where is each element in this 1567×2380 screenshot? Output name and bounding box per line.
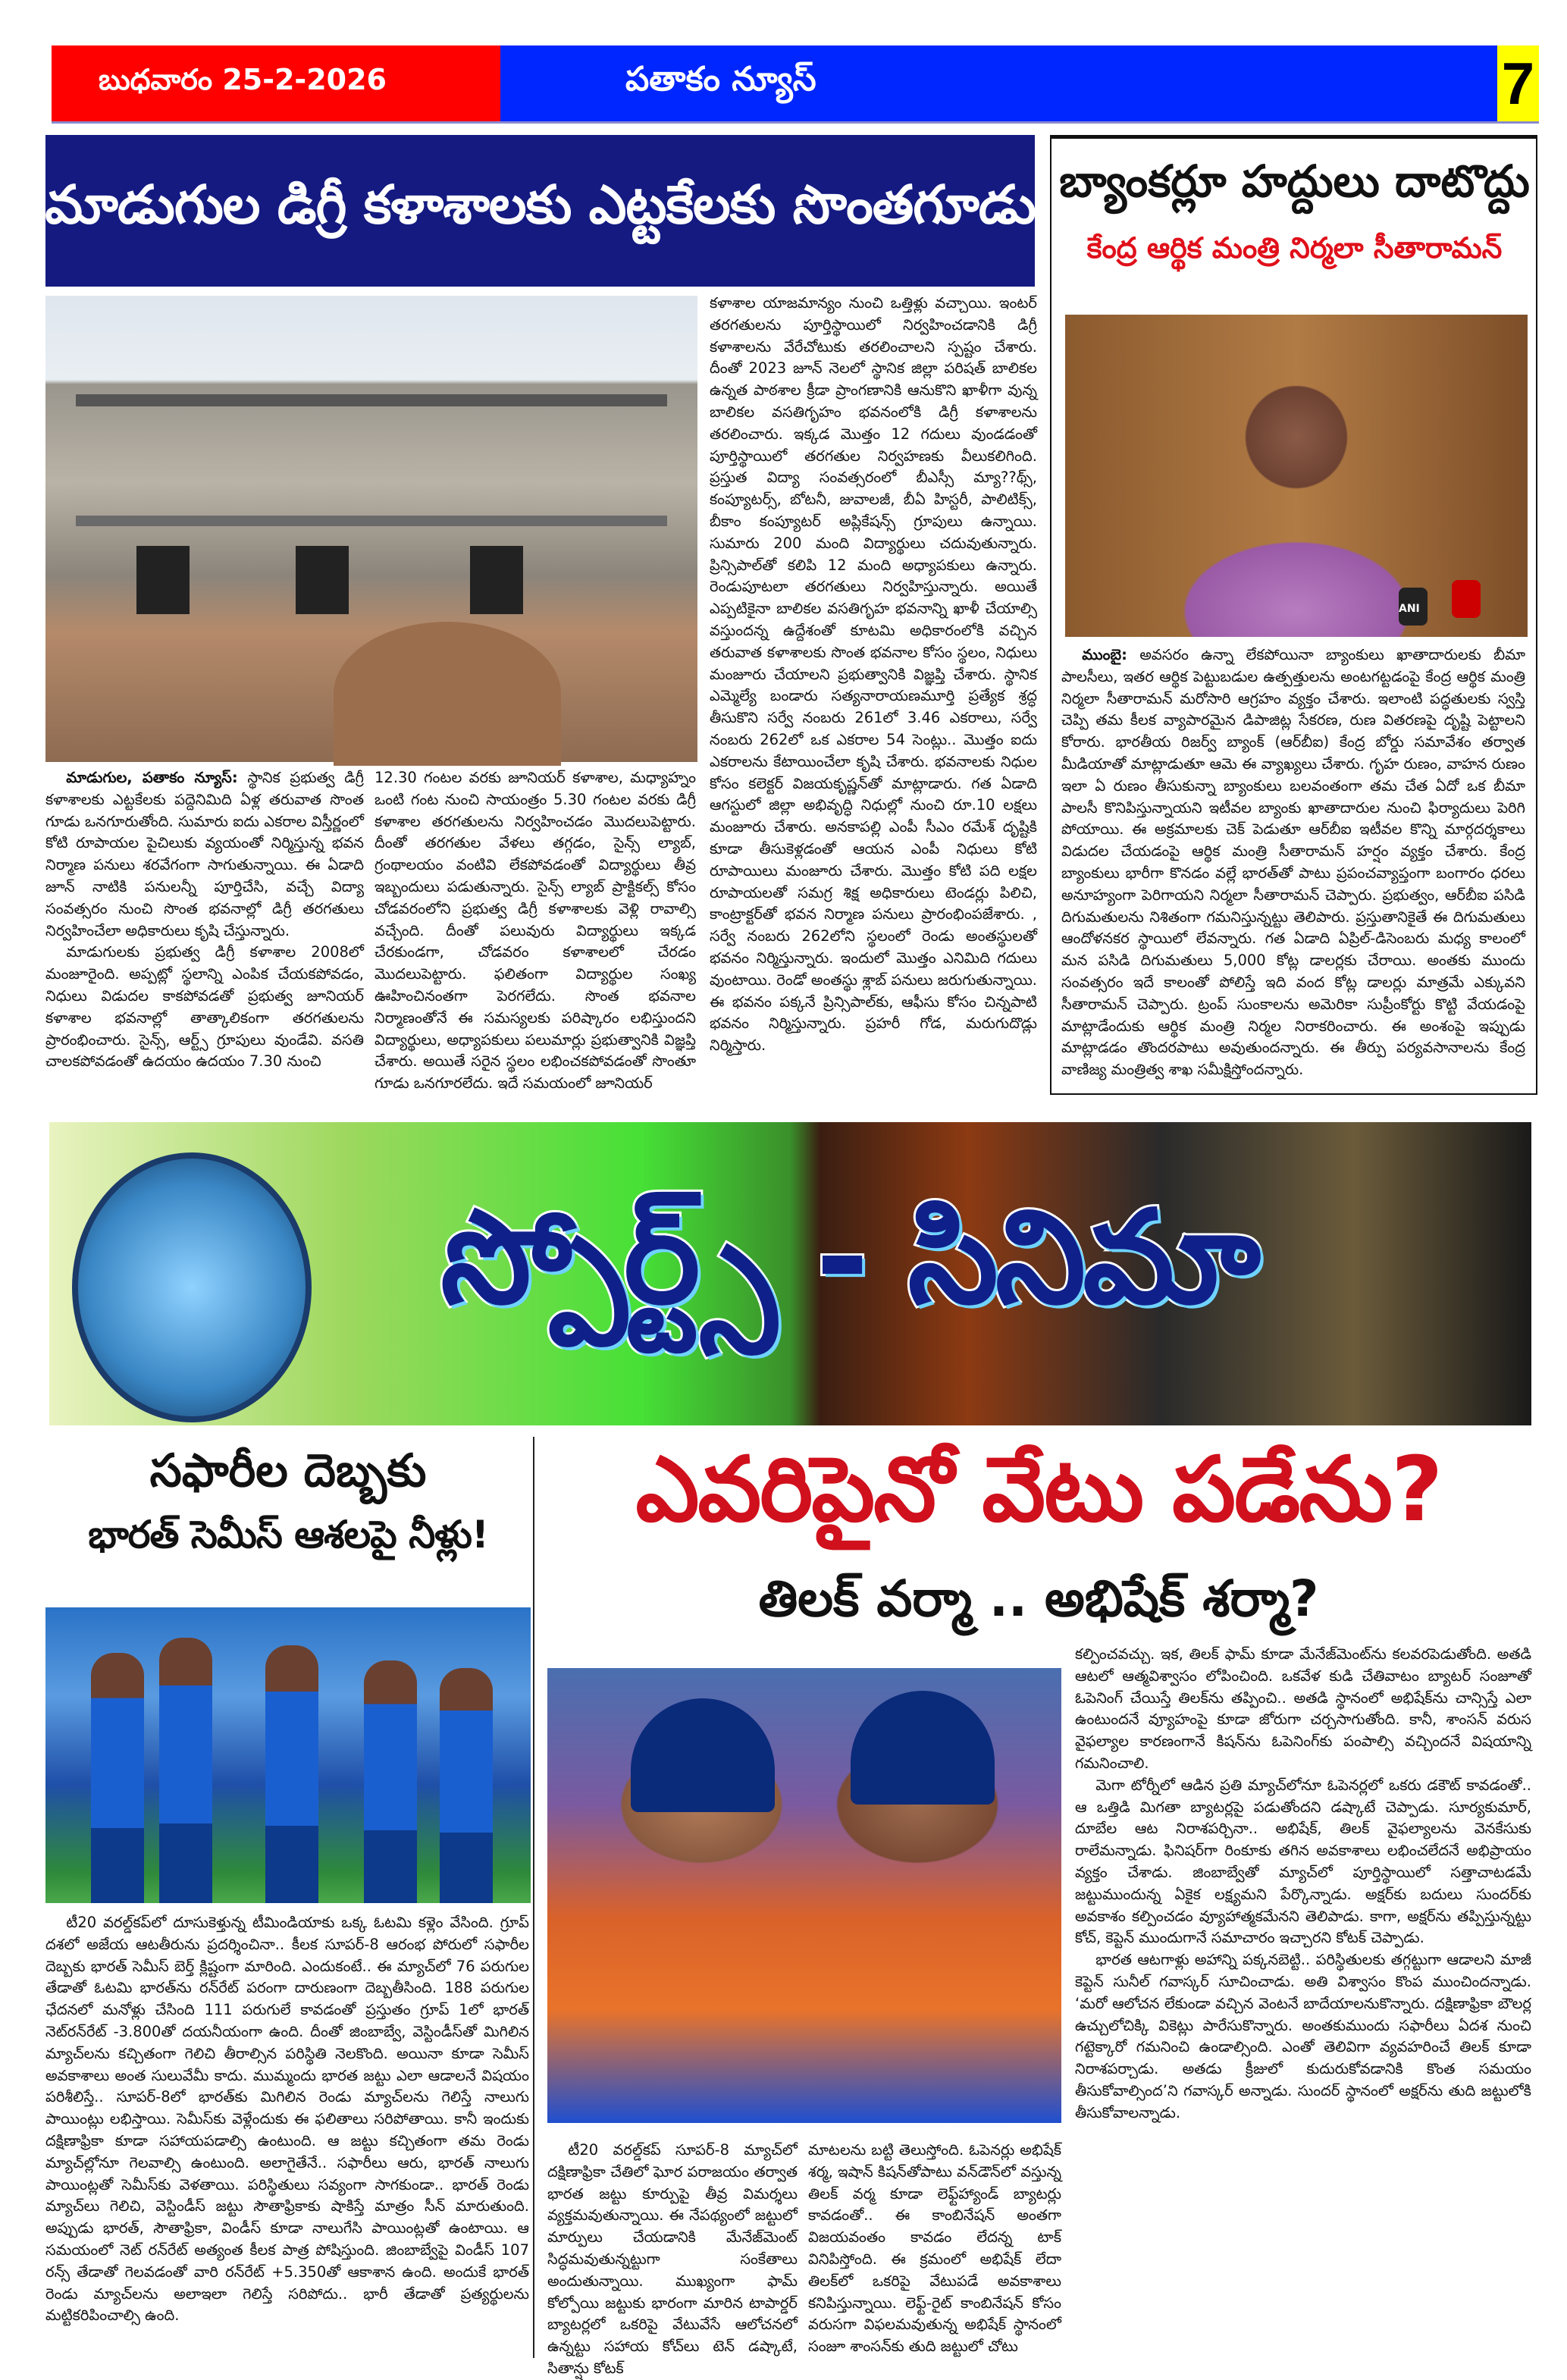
story4-headline: ఎవరిపైనో వేటు పడేను?	[635, 1437, 1442, 1541]
story1-paragraph: స్థానిక ప్రభుత్వ డిగ్రీ కళాశాలకు ఎట్టకేలకు పద్దెనిమిది ఏళ్ల తరువాత సొంత గూడు ఒనగూరుతోంది. సుమారు ఐదు ఎకరాల విస్తీర్ణంలో కోటి రూపాయల పైచిలుకు వ్యయంతో నిర్మిస్తున్న భవన నిర్మాణ పనులు శరవేగంగా సాగుతున్నాయి. ఈ ఏడాది జూన్ నాటికి పనులన్నీ పూర్తిచేసి, వచ్చే విద్యా సంవత్సరం నుంచి సొంత భవనాల్లో డిగ్రీ తరగతులు నిర్వహించేలా అధికారులు కృషి చేస్తున్నారు.	[45, 769, 365, 939]
masthead-rule	[52, 121, 1539, 124]
story4-paragraph: మెగా టోర్నీలో ఆడిన ప్రతి మ్యాచ్‌లోనూ ఓపెనర్లలో ఒకరు డకౌట్ కావడంతో.. ఆ ఒత్తిడి మిగతా బ్యాటర్లపై పడుతోందని డష్కాటే చెప్పాడు. సూర్యకుమార్, దూబేల ఆట నిరాశపర్చినా.. అభిషేక్, తిలక్ వైఫల్యాలను వెనకేసుకు రాలేమన్నాడు. ఫినిషర్‌గా రింకూకు తగిన అవకాశాలు లభించలేదనే అభిప్రాయం వ్యక్తం చేశాడు. జింబాబ్వేతో మ్యాచ్‌లో పూర్తిస్థాయిలో సత్తాచాటడమే జట్టుముందున్న ఏకైక లక్ష్యమని పేర్కొన్నాడు. అక్షర్‌కు బదులు సుందర్‌కు అవకాశం కల్పించడం వ్యూహాత్మకమేనని తెలిపాడు. కాగా, అక్షర్‌ను తప్పిస్తున్నట్టు కోచ్, కెప్టెన్ ముందుగానే సమాచారం ఇచ్చారని కోటక్ చెప్పాడు.	[1075, 1776, 1531, 1947]
story4-column-1	[547, 2140, 798, 2377]
story3-headline-line2: భారత్ సెమీస్ ఆశలపై నీళ్లు!	[88, 1513, 488, 1557]
tilak-abhishek-photo	[547, 1668, 1061, 2123]
banner-title-box	[356, 1130, 1342, 1418]
story3-headline-line1: సఫారీల దెబ్బకు	[149, 1444, 427, 1497]
story1-column-1	[45, 767, 364, 1093]
paper-name: పతాకం న్యూస్	[625, 60, 816, 99]
story3-body	[45, 1912, 529, 2352]
story1-headline-box	[45, 135, 1035, 287]
story2-dateline: ముంబై:	[1082, 646, 1127, 663]
story4-paragraph: కల్పించవచ్చు. ఇక, తిలక్ ఫామ్ కూడా మేనేజ్‌మెంట్‌ను కలవరపెడుతోంది. అతడి ఆటలో ఆత్మవిశ్వాసం లోపించింది. ఒకవేళ కుడి చేతివాటం బ్యాటర్ సంజూతో ఓపెనింగ్ చేయిస్తే తిలక్‌ను తప్పించి.. అతడి స్థానంలో అభిషేక్‌ను చాన్సిస్తే ఎలా ఉంటుందనే వ్యూహంపై కూడా జోరుగా చర్చసాగుతోంది. కానీ, శాంసన్ వరుస వైఫల్యాల కారణంగానే కిషన్‌ను ఓపెనింగ్‌కు పంపాల్సి వచ్చిందనే విషయాన్ని గమనించాలి.	[1075, 1645, 1531, 1772]
story2-headline: బ్యాంకర్లూ హద్దులు దాటొద్దు	[1059, 155, 1530, 207]
story3-paragraph: టీ20 వరల్డ్‌కప్‌లో దూసుకెళ్తున్న టీమిండియాకు ఒక్క ఓటమి కళ్లెం వేసింది. గ్రూప్ దశలో అజేయ ఆటతీరును ప్రదర్శించినా.. కీలక సూపర్-8 ఆరంభ పోరులో సఫారీల దెబ్బకు భారత్ సెమీస్ బెర్త్ క్లిష్టంగా మారింది. ఎందుకంటే.. ఈ మ్యాచ్‌లో 76 పరుగుల తేడాతో ఓటమి భారత్‌ను రన్‌రేట్ పరంగా దారుణంగా దెబ్బతీసింది. 188 పరుగుల ఛేదనలో మనోళ్లు చేసింది 111 పరుగులే కావడంతో ప్రస్తుతం గ్రూప్ 1లో భారత్ నెట్‌రన్‌రేట్ -3.800తో దయనీయంగా ఉంది. దీంతో జింబాబ్వే, వెస్టిండీస్‌తో మిగిలిన మ్యాచ్‌లను కచ్చితంగా గెలిచి తీరాల్సిన పరిస్థితి నెలకొంది. అయినా కూడా సెమీస్ అవకాశాలు అంత సులువేమీ కాదు. ముమ్మందు భారత జట్టు ఎలా ఆడాలనే విషయం పరిశీలిస్తే.. సూపర్-8లో భారత్‌కు మిగిలిన రెండు మ్యాచ్‌లను గెలిస్తే నాలుగు పాయింట్లు లభిస్తాయి. సెమీస్‌కు వెళ్లేందుకు ఈ ఫలితాలు సరిపోతాయి. కానీ ఇందుకు దక్షిణాఫ్రికా కూడా సహాయపడాల్సి ఉంటుంది. ఆ జట్టు కచ్చితంగా తమ రెండు మ్యాచ్‌ల్లోనూ గెలవాల్సి ఉంటుంది. అలాగైతేనే.. సఫారీలు ఆరు, భారత్ నాలుగు పాయింట్లతో సెమీస్‌కు వెళతాయి. పరిస్థితులు సవ్యంగా సాగకుండా.. భారత్ రెండు మ్యాచ్‌లు గెలిచి, వెస్టిండీస్ జట్టు సౌతాఫ్రికాకు షాకిస్తే మాత్రం సీన్ మారుతుంది. అప్పుడు భారత్, సౌతాఫ్రికా, విండీస్ కూడా నాలుగేసి పాయింట్లతో ఉంటాయి. ఆ సమయంలో నెట్ రన్‌రేట్ అత్యంత కీలక పాత్ర పోషిస్తుంది. జింబాబ్వేపై విండీస్ 107 రన్స్ తేడాతో గెలవడంతో వారి రన్‌రేట్ +5.350తో ఆకాశాన ఉంది. అందుకే భారత్ రెండు మ్యాచ్‌లను అలాఇలా గెలిస్తే సరిపోదు.. భారీ తేడాతో ప్రత్యర్థులను మట్టికరిపించాల్సి ఉంది.	[45, 1914, 529, 2325]
story1-headline: మాడుగుల డిగ్రీ కళాశాలకు ఎట్టకేలకు సొంతగూడు	[45, 173, 1036, 236]
date-text: బుధవారం 25-2-2026	[99, 63, 387, 96]
story2-subheadline: కేంద్ర ఆర్థిక మంత్రి నిర్మలా సీతారామన్	[1086, 231, 1503, 265]
story1-column-2	[375, 767, 696, 1093]
microphone-icon	[1452, 580, 1481, 618]
photo-mic-label: ANI	[1399, 603, 1420, 615]
story1-column-3	[710, 293, 1037, 1093]
story4-column-2	[808, 2140, 1061, 2356]
story1-paragraph: మాడుగులకు ప్రభుత్వ డిగ్రీ కళాశాల 2008లో మంజూరైంది. అప్పట్లో స్థలాన్ని ఎంపిక చేయకపోవడం, నిధులు విడుదల కాకపోవడతో ప్రభుత్వ జూనియర్ కళాశాల భవనాల్లో తాత్కాలికంగా తరగతులను ప్రారంభించారు. సైన్స్, ఆర్ట్స్ గ్రూపులు వుండేవి. వసతి చాలకపోవడంతో ఉదయం ఉదయం 7.30 నుంచి	[45, 943, 364, 1071]
story2-paragraph: అవసరం ఉన్నా లేకపోయినా బ్యాంకులు ఖాతాదారులకు బీమా పాలసీలు, ఇతర ఆర్థిక పెట్టుబడుల ఉత్పత్తులను అంటగట్టడంపై కేంద్ర ఆర్థిక మంత్రి నిర్మలా సీతారామన్ మరోసారి ఆగ్రహం వ్యక్తం చేశారు. ఇలాంటి పద్ధతులకు స్వస్తి చెప్పి తమ కీలక వ్యాపారమైన డిపాజిట్ల సేకరణ, రుణ వితరణపై దృష్టి పెట్టాలని కోరారు. భారతీయ రిజర్వ్ బ్యాంక్ (ఆర్‌బీఐ) కేంద్ర బోర్డు సమావేశం తర్వాత మీడియాతో మాట్లాడుతూ ఆమె ఈ వ్యాఖ్యలు చేశారు. గృహ రుణం, వాహన రుణం ఇలా ఏ రుణం తీసుకున్నా బ్యాంకులు బలవంతంగా తమ చేత ఏదో ఒక బీమా పాలసీ కొనిపిస్తున్నాయని ఇటీవల బ్యాంకు ఖాతాదారుల నుంచి ఫిర్యాదులు పెరిగి పోయాయి. ఈ అక్రమాలకు చెక్ పెడుతూ ఆర్‌బీఐ ఇటీవల కొన్ని మార్గదర్శకాలు విడుదల చేయడంపై ఆర్థిక మంత్రి సీతారామన్ హర్షం వ్యక్తం చేశారు. కేంద్ర బ్యాంకులు భారీగా కొనడం వల్లే భారత్‌తో పాటు ప్రపంచవ్యాప్తంగా బంగారం ధరలు అనూహ్యంగా పెరిగాయని నిర్మలా సీతారామన్ చెప్పారు. ప్రభుత్వం, ఆర్‌బీఐ పసిడి దిగుమతులను నిశితంగా గమనిస్తున్నట్టు తెలిపారు. ప్రస్తుతానికైతే ఈ దిగుమతులు ఆందోళనకర స్థాయిలో లేవన్నారు. గత ఏడాది ఏప్రిల్-డిసెంబరు మధ్య కాలంలో మన పసిడి దిగుమతులు 5,000 కోట్ల డాలర్లకు చేరాయి. అంతకు ముందు సంవత్సరం ఇదే కాలంతో పోలిస్తే ఇది వంద కోట్ల డాలర్లు మాత్రమే ఎక్కువని సీతారామన్ చెప్పారు. ట్రంప్ సుంకాలను అమెరికా సుప్రీంకోర్టు కొట్టి వేయడంపై మాట్లాడేందుకు ఆర్థిక మంత్రి నిర్మల నిరాకరించారు. ఈ అంశంపై ఇప్పుడు మాట్లాడడం తొందరపాటు అవుతుందన్నారు. ఈ తీర్పు పర్యవసానాలను కేంద్ర వాణిజ్య మంత్రిత్వ శాఖ సమీక్షిస్తోందన్నారు.	[1061, 646, 1525, 1079]
story1-paragraph: కళాశాల యాజమాన్యం నుంచి ఒత్తిళ్లు వచ్చాయి. ఇంటర్ తరగతులను పూర్తిస్థాయిలో నిర్వహించడానికి డిగ్రీ కళాశాలను వేరేచోటుకు తరలించాలని స్పష్టం చేశారు. దీంతో 2023 జూన్ నెలలో స్థానిక జిల్లా పరిషత్ బాలికల ఉన్నత పాఠశాల క్రీడా ప్రాంగణానికి ఆనుకొని ఖాళీగా వున్న బాలికల వసతిగృహం భవనంలోకి డిగ్రీ కళాశాలను తరలించారు. ఇక్కడ మొత్తం 12 గదులు వుండడంతో పూర్తిస్థాయిలో తరగతుల నిర్వహణకు వీలుకలిగింది. ప్రస్తుత విద్యా సంవత్సరంలో బీఎస్సీ మ్యా??థ్స్, కంప్యూటర్స్, బోటనీ, జువాలజీ, బీఏ హిస్టరీ, పాలిటిక్స్, బీకాం కంప్యూటర్ అప్లికేషన్స్ గ్రూపులు ఉన్నాయి. సుమారు 200 మంది విద్యార్థులు చదువుతున్నారు. ప్రిన్సిపాల్‌తో కలిపి 12 మంది అధ్యాపకులు ఉన్నారు. రెండుపూటలా తరగతులు నిర్వహిస్తున్నారు. అయితే ఎప్పటికైనా బాలికల వసతిగృహ భవనాన్ని ఖాళీ చేయాల్సి వస్తుందన్న ఉద్దేశంతో కూటమి అధికారంలోకి వచ్చిన తరువాత కళాశాలకు సొంత భవనాల కోసం స్థలం, నిధులు మంజూరు చేయాలని ప్రభుత్వానికి విజ్ఞప్తి చేశారు. స్థానిక ఎమ్మెల్యే బండారు సత్యనారాయణమూర్తి ప్రత్యేక శ్రద్ధ తీసుకొని సర్వే నంబరు 261లో 3.46 ఎకరాలు, సర్వే నంబరు 262లో ఒక ఎకరాల 54 సెంట్లు.. మొత్తం ఐదు ఎకరాలను కేటాయించేలా కృషి చేశారు. భవనాలకు నిధుల కోసం కలెక్టర్ విజయకృష్ణన్‌తో మాట్లాడారు. గత ఏడాది ఆగస్టులో జిల్లా అభివృద్ధి నిధుల్లో నుంచి రూ.10 లక్షలు మంజూరు చేశారు. అనకాపల్లి ఎంపీ సీఎం రమేశ్ దృష్టికి కూడా తీసుకెళ్లడంతో ఆయన ఎంపీ నిధులు కోటి రూపాయిలు మంజూరు చేశారు. మొత్తం కోటి పది లక్షల రూపాయలతో సమగ్ర శిక్ష అధికారులు టెండర్లు పిలిచి, కాంట్రాక్టర్‌తో భవన నిర్మాణ పనులు ప్రారంభింపజేశారు. , సర్వే నంబరు 262లోని స్థలంలో రెండు అంతస్థులతో భవనం నిర్మిస్తున్నారు. ఇందులో మొత్తం ఎనిమిది గదులు వుంటాయి. రెండో అంతస్థు శ్లాబ్ పనులు జరుగుతున్నాయి. ఈ భవనం పక్కనే ప్రిన్సిపాల్‌కు, ఆఫీసు కోసం చిన్నపాటి భవనం నిర్మిస్తున్నారు. ప్రహరీ గోడ, మరుగుదొడ్లు నిర్మిస్తారు.	[710, 294, 1037, 1055]
banner-title: స్పోర్ట్స్ - సినిమా	[440, 1183, 1258, 1333]
masthead-title	[500, 45, 1497, 121]
story4-column-3	[1075, 1644, 1531, 2356]
indian-team-photo	[45, 1607, 531, 1903]
story4-paragraph: భారత ఆటగాళ్లు అహాన్ని పక్కనబెట్టి.. పరిస్థితులకు తగ్గట్టుగా ఆడాలని మాజీ కెప్టెన్ సునీల్ గవాస్కర్ సూచించాడు. అతి విశ్వాసం కొంప ముంచిందన్నాడు. ‘మరో ఆలోచన లేకుండా వచ్చిన వెంటనే బాదేయాలనుకొన్నారు. దక్షిణాఫ్రికా బౌలర్ల ఉచ్చులోచిక్కి వికెట్లు పారేసుకొన్నారు. అంతకుముందు సఫారీలు ఏదశ నుంచి గట్టెక్కారో గమనించి ఉండాల్సింది. ఎంతో తెలివిగా వ్యవహరించే తిలక్ కూడా నిరాశపర్చాడు. అతడు క్రీజులో కుదురుకోవడానికి కొంత సమయం తీసుకోవాల్సింద’ని గవాస్కర్ అన్నాడు. సుందర్ స్థానంలో అక్షర్‌ను తుది జట్టులోకి తీసుకోవాలన్నాడు.	[1075, 1951, 1531, 2121]
story1-paragraph: 12.30 గంటల వరకు జూనియర్ కళాశాల, మధ్యాహ్నం ఒంటి గంట నుంచి సాయంత్రం 5.30 గంటల వరకు డిగ్రీ కళాశాల తరగతులను నిర్వహించడం మొదలుపెట్టారు. దీంతో తరగతుల వేళలు తగ్గడం, సైన్స్ ల్యాబ్, గ్రంథాలయం వంటివి లేకపోవడంతో విద్యార్థులు తీవ్ర ఇబ్బందులు పడుతున్నారు. సైన్స్ ల్యాబ్ ప్రాక్టికల్స్ కోసం చోడవరంలోని ప్రభుత్వ డిగ్రీ కళాశాలకు వెళ్లి రావాల్సి వచ్చేంది. దీంతో పలువురు విద్యార్థులు ఇక్కడ చేరకుండగా, చోడవరం కళాశాలలో చేరడం మొదలుపెట్టారు. ఫలితంగా విద్యార్థుల సంఖ్య ఊహించినంతగా పెరగలేదు. సొంత భవనాల నిర్మాణంతోనే ఈ సమస్యలకు పరిష్కారం లభిస్తుందని విద్యార్థులు, అధ్యాపకులు పలుమార్లు ప్రభుత్వానికి విజ్ఞప్తి చేశారు. అయితే సరైన స్థలం లభించకపోవడంతో సొంతూ గూడు ఒనగూరలేదు. ఇదే సమయంలో జూనియర్	[375, 769, 696, 1093]
story2-body	[1061, 644, 1525, 1092]
page-number-box	[1497, 45, 1539, 121]
building-construction-photo	[45, 296, 697, 762]
page-number: 7	[1501, 49, 1535, 117]
column-divider	[533, 1437, 534, 2358]
story4-paragraph: టీ20 వరల్డ్‌కప్ సూపర్-8 మ్యాచ్‌లో దక్షిణాఫ్రికా చేతిలో ఘోర పరాజయం తర్వాత భారత జట్టు కూర్పుపై తీవ్ర విమర్శలు వ్యక్తమవుతున్నాయి. ఈ నేపథ్యంలో జట్టులో మార్పులు చేయడానికి మేనేజ్‌మెంట్ సిద్ధమవుతున్నట్టుగా సంకేతాలు అందుతున్నాయి. ముఖ్యంగా ఫామ్ కోల్పోయి జట్టుకు భారంగా మారిన టాపార్డర్ బ్యాటర్లలో ఒకరిపై వేటువేసే ఆలోచనలో ఉన్నట్టు సహాయ కోచ్‌లు టెన్ డష్కాటే, సితాన్షు కోటక్	[547, 2141, 798, 2377]
cricket-batsman-emblem	[72, 1152, 312, 1422]
story1-dateline: మాడుగుల, పతాకం న్యూస్:	[66, 769, 238, 786]
finance-minister-photo	[1065, 315, 1528, 637]
masthead-date	[52, 45, 500, 121]
story4-subheadline: తిలక్ వర్మా .. అభిషేక్ శర్మా?	[758, 1569, 1319, 1628]
story4-paragraph: మాటలను బట్టి తెలుస్తోంది. ఓపెనర్లు అభిషేక్ శర్మ, ఇషాన్ కిషన్‌తోపాటు వన్‌డౌన్‌లో వస్తున్న తిలక్ వర్మ కూడా లెఫ్ట్‌హ్యాండ్ బ్యాటర్లు కావడంతో.. ఈ కాంబినేషన్ అంతగా విజయవంతం కావడం లేదన్న టాక్ వినిపిస్తోంది. ఈ క్రమంలో అభిషేక్ లేదా తిలక్‌లో ఒకరిపై వేటుపడే అవకాశాలు కనిపిస్తున్నాయి. లెఫ్ట్-రైట్ కాంబినేషన్ కోసం వరుసగా విఫలమవుతున్న అభిషేక్ స్థానంలో సంజూ శాంసన్‌కు తుది జట్టులో చోటు	[808, 2141, 1061, 2356]
